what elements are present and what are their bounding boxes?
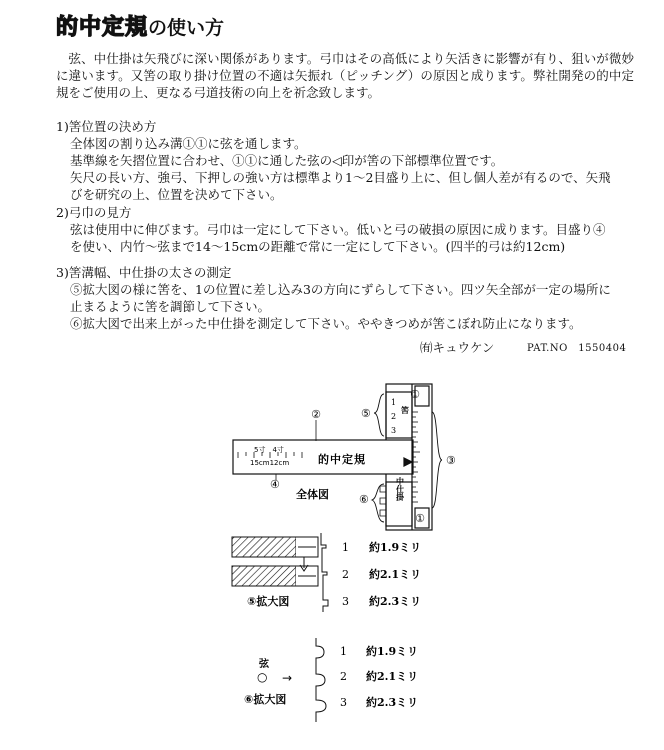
arm-label-nakajikake: 中仕掛 [395, 477, 405, 501]
scale-label-bottom: 15cm12cm [250, 459, 290, 467]
enlarge6-value: 約2.1ミリ [366, 670, 419, 683]
section-line: ⑤拡大図の様に筈を、1の位置に差し込み3の方向にずらして下さい。四ツ矢全部が一定の場所に [70, 282, 611, 297]
callout-1-bottom: ① [415, 512, 425, 525]
section-line: 弦は使用中に伸びます。弓巾は一定にして下さい。低いと弓の破損の原因に成ります。目盛り④ [70, 222, 606, 237]
ruler-label: 的中定規 [318, 453, 366, 466]
enlarge5-value: 約1.9ミリ [369, 541, 422, 554]
section-heading: 1)筈位置の決め方 [56, 119, 157, 134]
section-line: びを研究の上、位置を決めて下さい。 [70, 187, 283, 202]
enlarge5-num: 1 [342, 541, 349, 554]
arm-label-hazu: 筈 [401, 406, 409, 415]
section-line: 止まるように筈を調節して下さい。 [70, 299, 271, 314]
enlarge5-num: 3 [342, 595, 349, 608]
callout-1-top: ① [410, 388, 420, 401]
intro-paragraph: 弦、中仕掛は矢飛びに深い関係があります。弓巾はその高低により矢活きに影響が有り、狙いが微妙に違います。又筈の取り掛け位置の不適は矢振れ（ピッチング）の原因と成ります。弊社開発の的中定規をご使用の上、更なる弓道技術の向上を祈念致します。 [56, 51, 634, 100]
notch-number: 2 [391, 412, 397, 421]
section-line: 全体図の割り込み溝①①に弦を通します。 [70, 136, 307, 151]
enlarge5-value: 約2.1ミリ [369, 568, 422, 581]
section-line: ⑥拡大図で出来上がった中仕掛を測定して下さい。ややきつめが筈こぼれ防止になります。 [70, 316, 582, 331]
overall-diagram-label: 全体図 [296, 488, 329, 501]
callout-4: ④ [270, 478, 280, 491]
enlarge5-value: 約2.3ミリ [369, 595, 422, 608]
enlarge6-value: 約1.9ミリ [366, 645, 419, 658]
string-circle-icon: ○ [257, 670, 268, 684]
enlarge6-num: 3 [340, 696, 347, 709]
enlarge5-label: ⑤拡大図 [247, 595, 290, 608]
section-line: 基準線を矢摺位置に合わせ、①①に通した弦の◁印が筈の下部標準位置です。 [70, 153, 504, 168]
enlarge5-num: 2 [342, 568, 349, 581]
string-label: 弦 [259, 659, 269, 670]
section-line: を使い、内竹～弦まで14～15cmの距離で常に一定にして下さい。(四半的弓は約12cm) [70, 239, 566, 254]
title-outlined: 的中定規 [56, 15, 149, 40]
patent-number: PAT.NO 1550404 [527, 343, 627, 354]
callout-2: ② [311, 408, 321, 421]
scale-label-top: 5寸 4寸 [254, 446, 284, 454]
enlarge6-value: 約2.3ミリ [366, 696, 419, 709]
section-line: 矢尺の長い方、強弓、下押しの強い方は標準より1～2目盛り上に、但し個人差が有るので、矢飛 [70, 170, 611, 185]
string-arrow-icon: → [282, 671, 293, 685]
section-heading: 2)弓巾の見方 [56, 205, 132, 220]
callout-6: ⑥ [359, 493, 369, 506]
callout-5: ⑤ [361, 407, 371, 420]
enlarge6-num: 2 [340, 670, 347, 683]
title-rest: の使い方 [148, 17, 225, 39]
enlarge6-label: ⑥拡大図 [244, 693, 287, 706]
section-heading: 3)筈溝幅、中仕掛の太さの測定 [56, 265, 232, 280]
enlarge6-num: 1 [340, 645, 347, 658]
enlarge-6-diagram [316, 638, 326, 722]
notch-number: 1 [391, 398, 397, 407]
notch-number: 3 [391, 426, 397, 435]
callout-3: ③ [446, 454, 456, 467]
company-name: ㈲キュウケン [420, 340, 495, 355]
